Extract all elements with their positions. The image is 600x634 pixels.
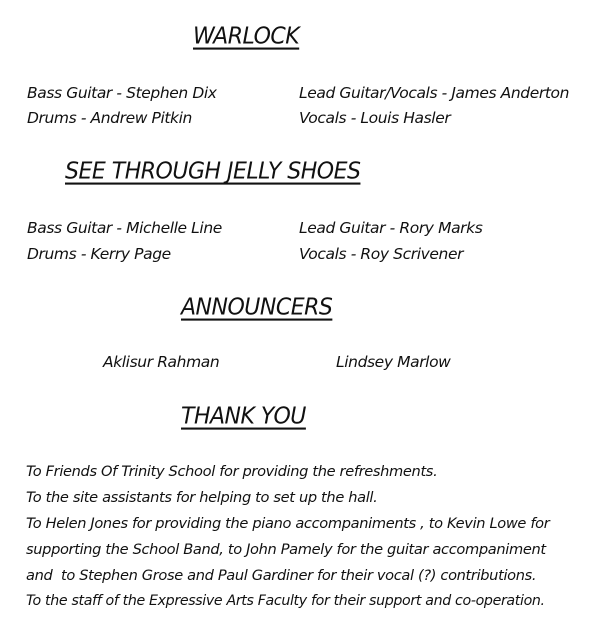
warlock-member-drums: Drums - Andrew Pitkin <box>27 109 192 127</box>
thank-you-line-2: To the site assistants for helping to set up the hall. <box>26 489 378 506</box>
announcer-name-2: Lindsey Marlow <box>336 353 451 371</box>
jelly-shoes-member-vocals: Vocals - Roy Scrivener <box>299 245 464 263</box>
thank-you-line-3: To Helen Jones for providing the piano accompaniments , to Kevin Lowe for <box>26 515 550 532</box>
warlock-member-vocals: Vocals - Louis Hasler <box>299 109 451 127</box>
warlock-member-bass: Bass Guitar - Stephen Dix <box>27 84 217 102</box>
warlock-member-lead: Lead Guitar/Vocals - James Anderton <box>299 84 570 102</box>
announcer-name-1: Aklisur Rahman <box>103 353 220 371</box>
jelly-shoes-member-drums: Drums - Kerry Page <box>27 245 171 263</box>
jelly-shoes-member-lead: Lead Guitar - Rory Marks <box>299 219 483 237</box>
thank-you-heading: THANK YOU <box>181 403 306 430</box>
warlock-heading: WARLOCK <box>193 23 300 50</box>
thank-you-line-6: To the staff of the Expressive Arts Faculty for their support and co-operation. <box>26 593 545 609</box>
announcers-heading: ANNOUNCERS <box>181 294 333 321</box>
thank-you-line-5: and to Stephen Grose and Paul Gardiner for their vocal (?) contributions. <box>26 567 537 584</box>
jelly-shoes-member-bass: Bass Guitar - Michelle Line <box>27 219 222 237</box>
jelly-shoes-heading: SEE THROUGH JELLY SHOES <box>65 158 361 185</box>
thank-you-line-1: To Friends Of Trinity School for providing the refreshments. <box>26 463 438 480</box>
thank-you-line-4: supporting the School Band, to John Pamely for the guitar accompaniment <box>26 541 546 558</box>
